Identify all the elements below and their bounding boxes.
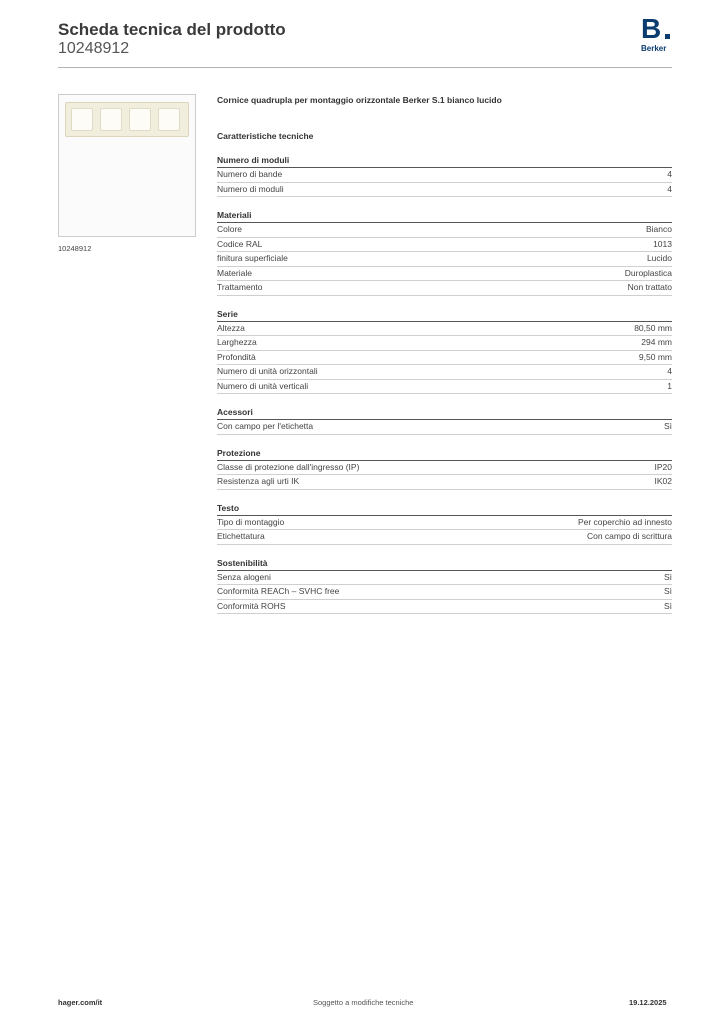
spec-label: Codice RAL — [217, 238, 263, 249]
spec-row — [217, 267, 672, 282]
spec-row — [217, 365, 672, 380]
spec-label: Conformità ROHS — [217, 600, 286, 611]
spec-value: Bianco — [646, 224, 672, 234]
spec-value: Sì — [663, 586, 672, 596]
spec-value: 4 — [667, 366, 672, 376]
spec-value: Lucido — [646, 253, 672, 263]
spec-label: Senza alogeni — [217, 571, 271, 582]
header-divider — [58, 67, 672, 68]
spec-row — [217, 168, 672, 183]
spec-label: Trattamento — [217, 282, 263, 292]
spec-label: Altezza — [217, 322, 245, 333]
spec-value: 9,50 mm — [638, 351, 672, 362]
section-title: Sostenibilità — [217, 557, 672, 571]
spec-label: Colore — [217, 224, 243, 234]
spec-sections — [217, 154, 672, 614]
spec-section — [217, 154, 672, 197]
spec-value: Con campo di scrittura — [586, 531, 672, 541]
spec-value: IK02 — [654, 476, 672, 486]
frame-opening — [129, 108, 151, 131]
spec-row — [217, 252, 672, 267]
spec-value: Non trattato — [627, 282, 672, 292]
spec-row — [217, 585, 672, 600]
spec-value: 1013 — [653, 238, 672, 249]
logo-text: Berker — [641, 44, 667, 53]
logo-mark: B — [641, 13, 662, 44]
section-title: Protezione — [217, 447, 672, 461]
frame-opening — [71, 108, 93, 131]
footer-website[interactable]: hager.com/it — [58, 998, 103, 1007]
spec-value: 80,50 mm — [634, 322, 672, 333]
spec-label: Materiale — [217, 267, 252, 278]
spec-row — [217, 600, 672, 615]
spec-label: Numero di unità verticali — [217, 380, 309, 391]
frame-opening — [100, 108, 122, 131]
spec-row — [217, 475, 672, 490]
spec-section — [217, 557, 672, 615]
spec-row — [217, 223, 672, 238]
spec-row — [217, 530, 672, 545]
spec-section — [217, 308, 672, 395]
spec-section — [217, 447, 672, 490]
spec-value: Sì — [663, 571, 672, 582]
footer-date: 19.12.2025 — [629, 998, 667, 1007]
spec-section — [217, 502, 672, 545]
spec-label: Numero di moduli — [217, 183, 284, 194]
spec-row — [217, 281, 672, 296]
frame-illustration — [65, 102, 189, 137]
section-title: Materiali — [217, 209, 672, 223]
section-title: Numero di moduli — [217, 154, 672, 168]
spec-row — [217, 571, 672, 586]
section-title: Acessori — [217, 406, 672, 420]
spec-section — [217, 406, 672, 435]
spec-row — [217, 238, 672, 253]
spec-row — [217, 380, 672, 395]
spec-content — [217, 94, 672, 614]
spec-value: IP20 — [654, 461, 672, 472]
section-title: Serie — [217, 308, 672, 322]
product-number: 10248912 — [58, 40, 130, 57]
spec-row — [217, 516, 672, 531]
spec-value: Duroplastica — [624, 267, 672, 278]
header — [58, 20, 286, 58]
logo-dot-icon — [665, 34, 670, 39]
spec-label: Numero di unità orizzontali — [217, 366, 318, 376]
spec-label: Tipo di montaggio — [217, 516, 285, 527]
spec-label: Larghezza — [217, 337, 257, 347]
spec-label: Resistenza agli urti IK — [217, 476, 300, 486]
spec-row — [217, 336, 672, 351]
spec-label: Profondità — [217, 351, 256, 362]
spec-value: 294 mm — [641, 337, 672, 347]
spec-label: Conformità REACh – SVHC free — [217, 586, 340, 596]
frame-opening — [158, 108, 180, 131]
footer-notice: Soggetto a modifiche tecniche — [313, 998, 414, 1007]
spec-value: 4 — [667, 169, 672, 179]
spec-row — [217, 351, 672, 366]
berker-logo — [640, 13, 674, 56]
document-title: Scheda tecnica del prodotto — [58, 20, 286, 39]
product-image — [58, 94, 196, 237]
spec-section — [217, 209, 672, 296]
spec-value: Sì — [663, 600, 672, 611]
spec-label: Classe di protezione dall'ingresso (IP) — [217, 461, 360, 472]
spec-label: finitura superficiale — [217, 253, 288, 263]
spec-value: Sì — [663, 421, 672, 431]
spec-row — [217, 461, 672, 476]
spec-heading: Caratteristiche tecniche — [217, 131, 314, 141]
spec-row — [217, 322, 672, 337]
spec-row — [217, 183, 672, 198]
spec-label: Con campo per l'etichetta — [217, 421, 314, 431]
spec-label: Etichettatura — [217, 531, 265, 541]
section-title: Testo — [217, 502, 672, 516]
spec-value: 4 — [667, 183, 672, 194]
spec-value: Per coperchio ad innesto — [577, 516, 672, 527]
spec-row — [217, 420, 672, 435]
spec-label: Numero di bande — [217, 169, 283, 179]
spec-value: 1 — [667, 380, 672, 391]
product-name: Cornice quadrupla per montaggio orizzontale Berker S.1 bianco lucido — [217, 95, 502, 105]
image-caption: 10248912 — [58, 244, 92, 253]
